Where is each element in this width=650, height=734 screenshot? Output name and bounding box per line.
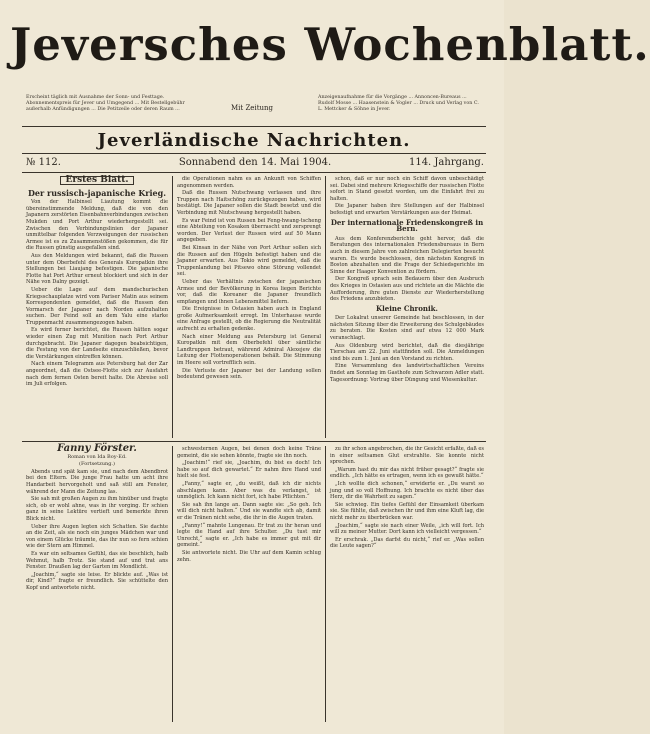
paragraph: Abends und spät kam sie, und nach dem Abendbrot bei den Eltern. Die junge Frau hatte um acht ihre Handarbeit hervorgeholt und saß still am Fenster, während der Mann die Zeitung las. (26, 468, 168, 495)
paragraph: „Ich wollte dich schonen,“ erwiderte er. „Du warst so jung und so voll Hoffnung. Ich brachte es nicht über das Herz, dir die Wahrheit zu sagen.“ (330, 480, 484, 501)
masthead-title: Jeversches Wochenblatt. (10, 18, 650, 71)
issue-number: № 112. (26, 157, 61, 168)
paragraph: Eine Versammlung des landwirtschaftlichen Vereins findet am Sonntag im Gasthofe zum Schwarzen Adler statt. Tagesordnung: Vortrag über Düngung und Wiesenkultur. (330, 363, 484, 383)
paragraph: Von der Halbinsel Liautung kommt die übereinstimmende Meldung, daß die von den Japanern zerstörten Eisenbahnverbindungen zwischen Mukden und Port Arthur wiederhergestellt sei. Zwischen den Verbindungslinien der Japaner unmittelbar folgenden Verzweigungen der russischen Armee ist es zu Zusammenstößen gekommen, die für die Russen günstig ausgefallen sind. (26, 199, 168, 252)
feuilleton-column-2 (177, 446, 321, 722)
divider-dateline (22, 172, 486, 173)
publication-info-left: Erscheint täglich mit Ausnahme der Sonn- und Festtage. Abonnementspreis für Jever und Umgegend ... Mit Bestellgebühr außerhalb Anfündigungen ... Die Petitzeile oder deren Raum ... (26, 95, 185, 113)
feuilleton-column-3 (330, 446, 484, 722)
paragraph: Daß die Russen Nutschwang verlassen und ihre Truppen nach Haitschöng zurückgezogen haben, wird bestätigt. Die Japaner sollen die Stadt besetzt und die Verbindung mit Niutschwang hergestellt haben. (177, 190, 321, 216)
feuilleton-author: Roman von Ida Boy-Ed. (67, 453, 127, 460)
masthead-subtitle: Jeverländische Nachrichten. (97, 130, 411, 151)
paragraph: Er erschrak. „Das darfst du nicht,“ rief er. „Was sollen die Leute sagen?“ (330, 536, 484, 550)
article-title-chronicle: Kleine Chronik. (376, 303, 438, 313)
column-divider (325, 176, 326, 438)
column-1 (26, 176, 168, 438)
section-box-title: Erstes Blatt. (60, 176, 133, 185)
paragraph: Nach einer Meldung aus Petersburg ist General Kuropatkin mit dem Oberbefehl über sämtliche Landtruppen betraut, während Admiral Alexejew die Leitung der Flottenoperationen behält. Die Stimmung im Heere soll vortrefflich sein. (177, 333, 321, 367)
paragraph: Die Verluste der Japaner bei der Landung sollen bedeutend gewesen sein. (177, 367, 321, 381)
paragraph: „Fanny,“ sagte er, „du weißt, daß ich dir nichts abschlagen kann. Aber was du verlangst, ist unmöglich. Ich kann nicht fort, ich habe Pflichten.“ (177, 480, 321, 501)
feuilleton-continuation: (Fortsetzung.) (79, 461, 115, 468)
paragraph: „Fanny!“ mahnte Lungenau. Er trat zu ihr heran und legte die Hand auf ihre Schulter. „Du tust mir Unrecht,“ sagte er. „Ich habe es immer gut mit dir gemeint.“ (177, 522, 321, 549)
paragraph: Sie sah mit großen Augen zu ihm hinüber und fragte sich, ob er wohl ahne, was in ihr vorging. Er schien ganz in seine Lektüre vertieft und bemerkte ihren Blick nicht. (26, 496, 168, 522)
column-3 (330, 176, 484, 438)
paragraph: Nach einem Telegramm aus Petersburg hat der Zar angeordnet, daß die Ostsee-Flotte sich zur Ausfahrt nach dem fernen Osten bereit halte. Die Abreise soll im Juli erfolgen. (26, 361, 168, 388)
feuilleton-column-1 (26, 443, 168, 722)
paragraph: Aus den Meldungen wird bekannt, daß die Russen unter dem Oberbefehl des Generals Kuropatkin ihre Stellungen bei Liaujang befestigen. Die japanische Flotte hat Port Arthur erneut blockiert und sich in der Nähe von Dalny gezeigt. (26, 252, 168, 286)
paragraph: „Joachim!“ rief sie, „Joachim, du bist es doch! Ich habe so auf dich gewartet.“ Er nahm ihre Hand und hielt sie fest. (177, 460, 321, 480)
feuilleton-divider (22, 441, 486, 442)
paragraph: Die Japaner haben ihre Stellungen auf der Halbinsel befestigt und erwarten Verstärkungen aus der Heimat. (330, 203, 484, 216)
paragraph: Es wird ferner berichtet, die Russen hätten sogar wieder einen Zug mit Munition nach Port Arthur durchgebracht. Die Japaner dagegen beabsichtigen, die Festung von der Landseite einzuschließen, bevor die Verstärkungen eintreffen können. (26, 327, 168, 360)
paragraph: Ueber die Lage auf dem mandschurischen Kriegsschauplatze wird vom Pariser Matin aus seinem Korrespondenten gemeldet, daß die Russen den Vormarsch der Japaner nach Norden aufzuhalten suchen. Der Feind soll an dem Yalu eine starke Truppenmacht zusammengezogen haben. (26, 286, 168, 326)
paragraph: Die Ereignisse in Ostasien haben auch in England große Aufmerksamkeit erregt. Im Unterhause wurde eine Anfrage gestellt, ob die Regierung die Neutralität aufrecht zu erhalten gedenke. (177, 306, 321, 333)
article-title-peace-congress: Der internationale Friedenskongreß in Bern. (330, 217, 484, 234)
column-2 (177, 176, 321, 438)
paragraph: Ueber das Verhältnis zwischen der japanischen Armee und der Bevölkerung in Korea liegen Berichte vor, daß die Koreaner die Japaner freundlich empfangen und ihnen Lebensmittel liefern. (177, 278, 321, 305)
paragraph: Sie sah ihn lange an. Dann sagte sie: „So geh. Ich will dich nicht halten.“ Und sie wandte sich ab, damit er die Tränen nicht sehe, die ihr in die Augen traten. (177, 501, 321, 521)
paragraph: Ueber ihre Augen legten sich Schatten. Sie dachte an die Zeit, als sie noch ein junges Mädchen war und von einem Glücke träumte, das ihr nun so fern schien wie der Stern am Himmel. (26, 523, 168, 550)
column-divider (325, 446, 326, 722)
column-divider (172, 176, 173, 438)
divider-top (22, 126, 486, 127)
publication-info-right: Anzeigenaufnahme für die Vorgänge ... Annoncen-Bureaus ... Rudolf Mosse ... Haasenstein & Vogler ... Druck und Verlag von C. L. Mettcker & Söhne in Jever. (318, 95, 479, 113)
paragraph: schon, daß er nur noch ein Schiff davon unbeschädigt sei. Dabei sind mehrere Kriegsschiffe der russischen Flotte sofort in Stand gesetzt worden, um die Einfahrt frei zu halten. (330, 176, 484, 202)
paragraph: Aus Oldenburg wird berichtet, daß die diesjährige Tierschau am 22. Juni stattfinden soll. Die Anmeldungen sind bis zum 1. Juni an den Vorstand zu richten. (330, 342, 484, 362)
paragraph: Es war Feind ist von Russen bei Feng-hwang-tscheng eine Abteilung von Kosaken überrascht und zersprengt worden. Der Verlust der Russen wird auf 50 Mann angegeben. (177, 217, 321, 244)
publication-info-center: Mit Zeitung (231, 104, 273, 112)
paragraph: Bei Kinsan in der Nähe von Port Arthur sollen sich die Russen auf den Hügeln befestigt haben und die Japaner erwarten. Aus Tokio wird gemeldet, daß die Truppenlandung bei Pitsewo ohne Störung vollendet sei. (177, 244, 321, 278)
issue-year: 114. Jahrgang. (408, 157, 484, 168)
paragraph: die Operationen nahm es an Ankunft von Schiffen angenommen werden. (177, 176, 321, 189)
paragraph: Sie schwieg. Ein tiefes Gefühl der Einsamkeit überkam sie. Sie fühlte, daß zwischen ihr und ihm eine Kluft lag, die nicht mehr zu überbrücken war. (330, 501, 484, 521)
paragraph: zu ihr schon angebrochen, die ihr Gesicht erfaßte, daß es in einer seltsamen Glut erstrahlte. Sie konnte nicht sprechen. (330, 446, 484, 466)
article-title-war: Der russisch-japanische Krieg. (27, 187, 167, 198)
paragraph: Der Kongreß sprach sein Bedauern über den Ausbruch des Krieges in Ostasien aus und richtete an die Mächte die Aufforderung, ihre guten Dienste zur Wiederherstellung des Friedens anzubieten. (330, 276, 484, 303)
paragraph: Sie antwortete nicht. Die Uhr auf dem Kamin schlug zehn. (177, 549, 321, 563)
paragraph: Der Lokalrat unserer Gemeinde hat beschlossen, in der nächsten Sitzung über die Erweiterung des Schulgebäudes zu beraten. Die Kosten sind auf etwa 12 000 Mark veranschlagt. (330, 315, 484, 342)
column-divider (172, 446, 173, 722)
paragraph: „Joachim,“ sagte sie nach einer Weile, „ich will fort. Ich will zu meiner Mutter. Dort kann ich vielleicht vergessen.“ (330, 522, 484, 536)
paragraph: „Warum hast du mir das nicht früher gesagt?“ fragte sie endlich. „Ich hätte es ertragen, wenn ich es gewußt hätte.“ (330, 466, 484, 480)
paragraph: Es war ein seltsames Gefühl, das sie beschlich, halb Wehmut, halb Trotz. Sie stand auf und trat ans Fenster. Draußen lag der Garten im Mondlicht. (26, 550, 168, 571)
paragraph: schwesternen Augen, bei denen doch keine Träne gemeint, die sie sehen könnte, fragte sie ihn noch. (177, 446, 321, 459)
paragraph: „Joachim,“ sagte sie leise. Er blickte auf. „Was ist dir, Kind?“ fragte er freundlich. Sie schüttelte den Kopf und antwortete nicht. (26, 571, 168, 591)
feuilleton-title: Fanny Förster. (57, 443, 137, 454)
issue-date: Sonnabend den 14. Mai 1904. (178, 157, 332, 168)
dateline (26, 157, 484, 171)
divider-subtitle (22, 153, 486, 154)
paragraph: Aus dem Konferenzberichte geht hervor, daß die Beratungen des internationalen Friedensbureaus in Bern auch in diesem Jahre von zahlreichen Delegierten besucht waren. Es wurde beschlossen, den nächsten Kongreß in Boston abzuhalten und die Frage der Schiedsgerichte im Sinne der Haager Konvention zu fördern. (330, 235, 484, 275)
